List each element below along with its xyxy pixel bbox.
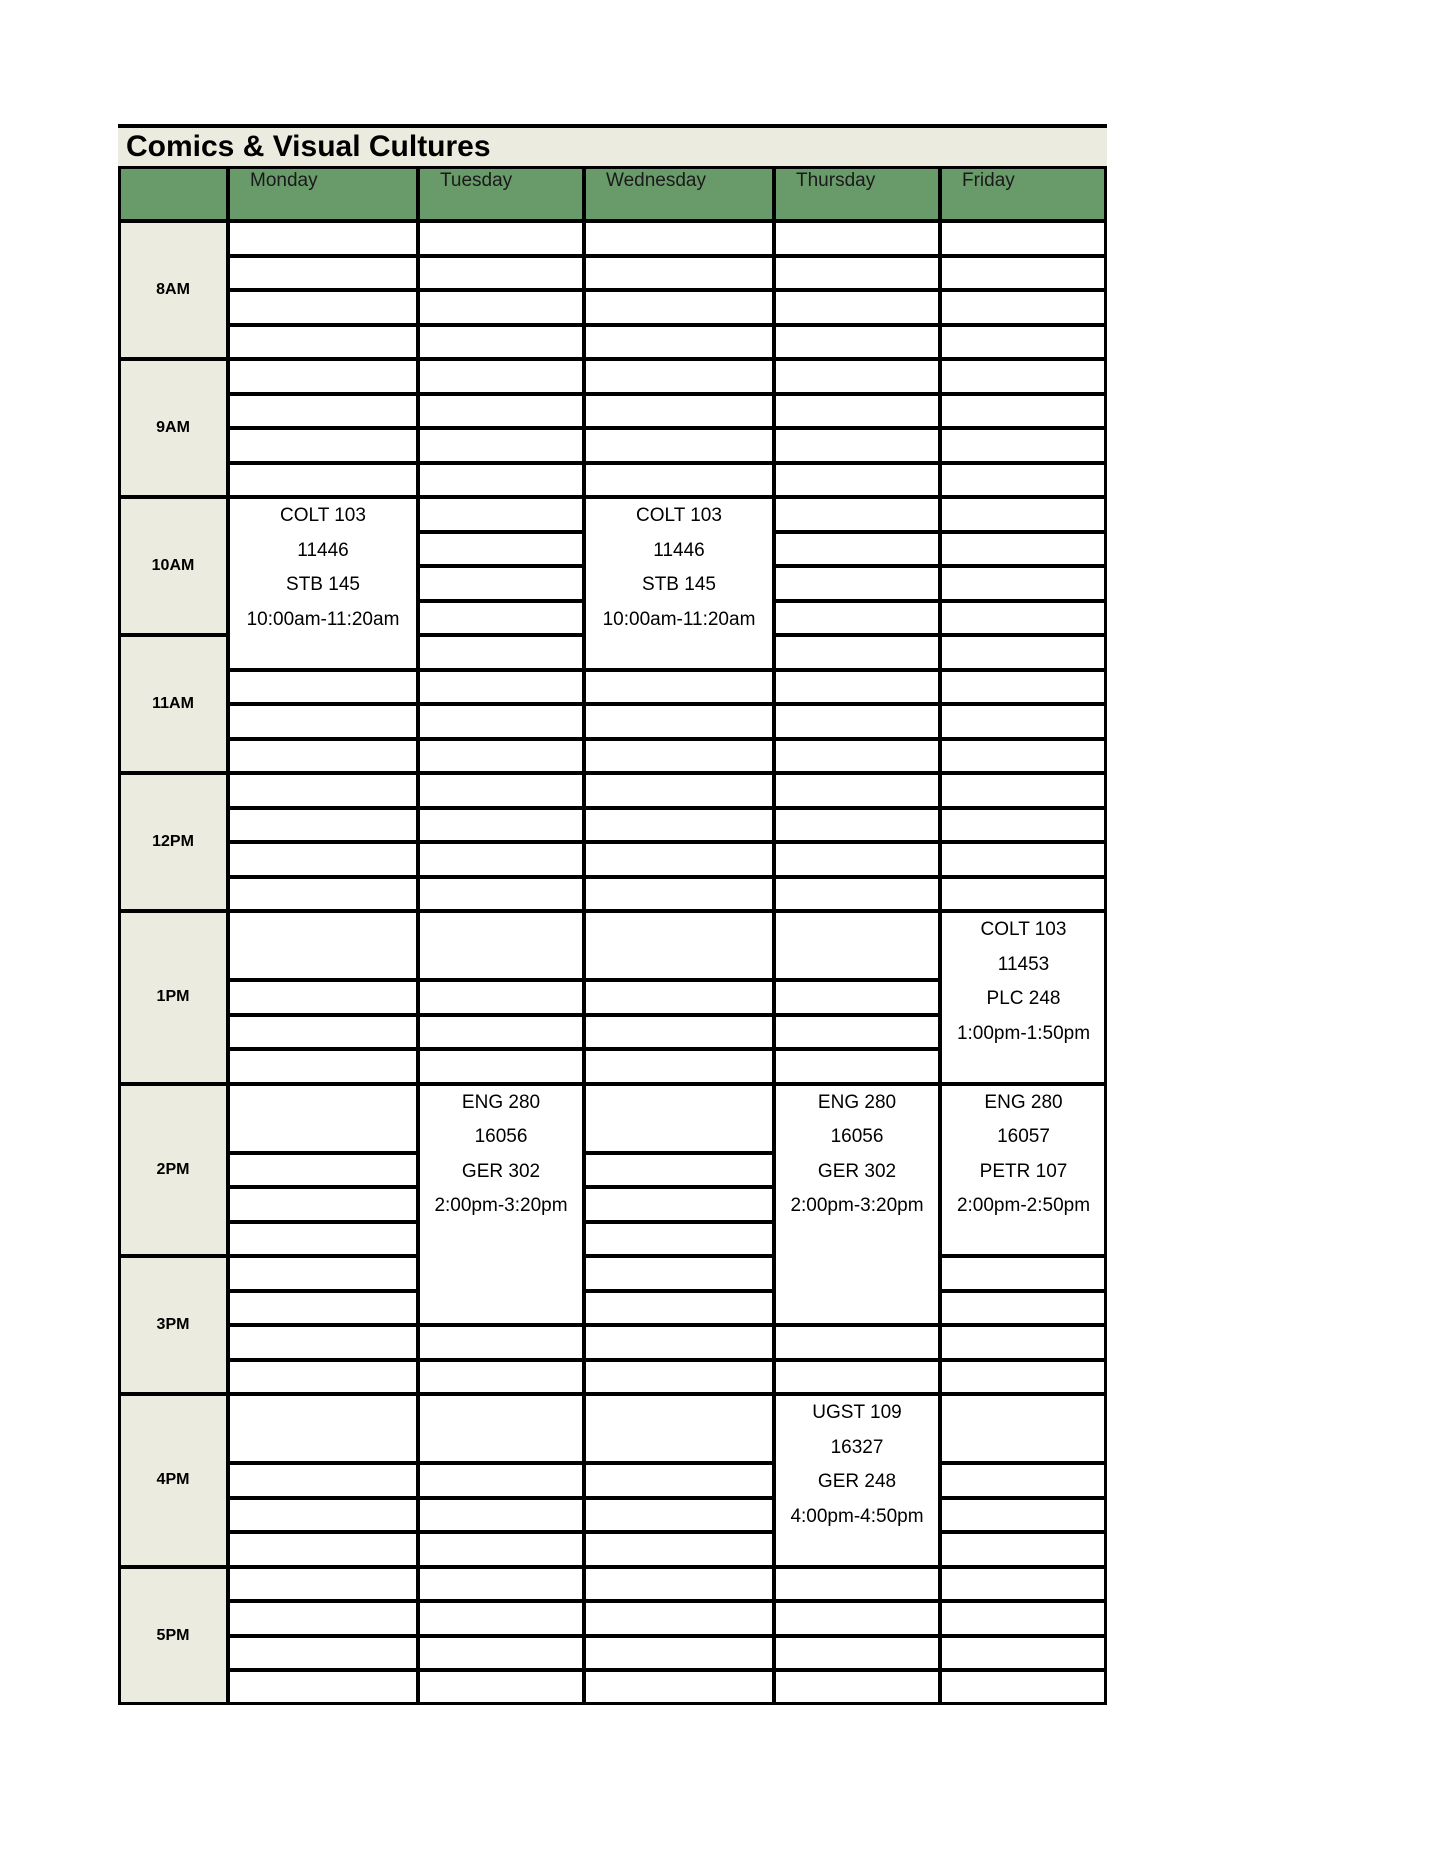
schedule-cell[interactable] — [584, 428, 774, 463]
course-line: 10:00am-11:20am — [602, 608, 756, 630]
schedule-cell[interactable] — [940, 808, 1107, 843]
course-line: 11446 — [297, 539, 349, 561]
course-line: 10:00am-11:20am — [246, 608, 400, 630]
course-line: 16057 — [997, 1126, 1050, 1147]
schedule-cell[interactable] — [584, 1463, 774, 1498]
schedule-cell[interactable] — [584, 221, 774, 256]
schedule-cell[interactable] — [774, 497, 940, 532]
schedule-cell[interactable] — [418, 1636, 584, 1671]
schedule-cell[interactable] — [418, 1325, 584, 1360]
schedule-cell[interactable] — [228, 739, 418, 774]
course-block[interactable] — [940, 911, 1107, 1084]
schedule-cell[interactable] — [418, 1015, 584, 1050]
course-block[interactable] — [940, 1084, 1107, 1257]
schedule-cell[interactable] — [940, 1567, 1107, 1602]
schedule-cell[interactable] — [940, 1394, 1107, 1463]
schedule-cell[interactable] — [584, 739, 774, 774]
schedule-cell[interactable] — [584, 1049, 774, 1084]
schedule-cell[interactable] — [774, 463, 940, 498]
time-label-1pm: 1PM — [118, 911, 228, 1084]
schedule-cell[interactable] — [418, 635, 584, 670]
course-line: COLT 103 — [980, 919, 1067, 940]
schedule-cell[interactable] — [228, 1153, 418, 1188]
schedule-cell[interactable] — [774, 773, 940, 808]
schedule-cell[interactable] — [418, 325, 584, 360]
schedule-cell[interactable] — [774, 256, 940, 291]
header-corner — [118, 166, 228, 221]
course-line: ENG 280 — [984, 1091, 1063, 1113]
schedule-cell[interactable] — [584, 256, 774, 291]
schedule-cell[interactable] — [940, 773, 1107, 808]
schedule-cell[interactable] — [940, 256, 1107, 291]
course-line: 16327 — [830, 1436, 884, 1458]
schedule-cell[interactable] — [774, 1049, 940, 1084]
schedule-cell[interactable] — [940, 1498, 1107, 1533]
schedule-cell[interactable] — [940, 1463, 1107, 1498]
schedule-cell[interactable] — [228, 1532, 418, 1567]
schedule-cell[interactable] — [228, 808, 418, 843]
course-line: 2:00pm-2:50pm — [956, 1195, 1091, 1216]
schedule-cell[interactable] — [584, 704, 774, 739]
schedule-cell[interactable] — [228, 911, 418, 980]
schedule-cell[interactable] — [418, 704, 584, 739]
course-line: 11446 — [653, 539, 705, 561]
day-header-wednesday — [584, 166, 774, 221]
schedule-cell[interactable] — [228, 1015, 418, 1050]
schedule-cell[interactable] — [228, 325, 418, 360]
schedule-cell[interactable] — [584, 1187, 774, 1222]
schedule-cell[interactable] — [228, 773, 418, 808]
day-header-thursday — [774, 166, 940, 221]
course-line: ENG 280 — [817, 1091, 897, 1113]
schedule-cell[interactable] — [418, 773, 584, 808]
schedule-cell[interactable] — [940, 1325, 1107, 1360]
schedule-cell[interactable] — [228, 359, 418, 394]
schedule-cell[interactable] — [584, 394, 774, 429]
schedule-cell[interactable] — [228, 1325, 418, 1360]
schedule-cell[interactable] — [584, 1153, 774, 1188]
schedule-cell[interactable] — [940, 394, 1107, 429]
schedule-cell[interactable] — [774, 1636, 940, 1671]
schedule-cell[interactable] — [418, 911, 584, 980]
schedule-cell[interactable] — [584, 1222, 774, 1257]
day-header-label: Thursday — [796, 170, 876, 191]
course-line: ENG 280 — [461, 1091, 541, 1113]
course-line: STB 145 — [642, 574, 716, 595]
schedule-cell[interactable] — [940, 1601, 1107, 1636]
schedule-cell[interactable] — [228, 842, 418, 877]
schedule-cell[interactable] — [584, 980, 774, 1015]
schedule-cell[interactable] — [940, 325, 1107, 360]
schedule-cell[interactable] — [774, 670, 940, 705]
schedule-cell[interactable] — [940, 359, 1107, 394]
schedule-cell[interactable] — [418, 1532, 584, 1567]
schedule-cell[interactable] — [584, 290, 774, 325]
time-label-2pm: 2PM — [118, 1084, 228, 1257]
schedule-cell[interactable] — [584, 1498, 774, 1533]
schedule-cell[interactable] — [940, 428, 1107, 463]
course-line: COLT 103 — [636, 505, 722, 526]
schedule-cell[interactable] — [940, 221, 1107, 256]
schedule-cell[interactable] — [228, 290, 418, 325]
course-block[interactable] — [418, 1084, 584, 1326]
schedule-cell[interactable] — [418, 1670, 584, 1705]
schedule-cell[interactable] — [584, 1532, 774, 1567]
course-block[interactable] — [774, 1394, 940, 1567]
schedule-cell[interactable] — [584, 808, 774, 843]
schedule-cell[interactable] — [228, 1291, 418, 1326]
time-label-12pm: 12PM — [118, 773, 228, 911]
course-line: UGST 109 — [812, 1402, 902, 1423]
schedule-cell[interactable] — [940, 566, 1107, 601]
schedule-cell[interactable] — [228, 1084, 418, 1153]
time-label-5pm: 5PM — [118, 1567, 228, 1705]
schedule-cell[interactable] — [228, 1498, 418, 1533]
schedule-cell[interactable] — [940, 463, 1107, 498]
schedule-cell[interactable] — [940, 532, 1107, 567]
schedule-cell[interactable] — [774, 808, 940, 843]
schedule-cell[interactable] — [418, 394, 584, 429]
schedule-cell[interactable] — [584, 911, 774, 980]
schedule-cell[interactable] — [228, 1360, 418, 1395]
schedule-cell[interactable] — [584, 1015, 774, 1050]
schedule-cell[interactable] — [228, 877, 418, 912]
schedule-cell[interactable] — [228, 463, 418, 498]
time-label-11am: 11AM — [118, 635, 228, 773]
schedule-cell[interactable] — [774, 566, 940, 601]
schedule-cell[interactable] — [584, 1394, 774, 1463]
schedule-cell[interactable] — [584, 877, 774, 912]
schedule-cell[interactable] — [774, 1670, 940, 1705]
time-label-9am: 9AM — [118, 359, 228, 497]
day-header-friday — [940, 166, 1107, 221]
schedule-cell[interactable] — [940, 290, 1107, 325]
schedule-cell[interactable] — [940, 842, 1107, 877]
schedule-cell[interactable] — [584, 1084, 774, 1153]
course-line: 2:00pm-3:20pm — [790, 1195, 924, 1216]
schedule-cell[interactable] — [228, 1567, 418, 1602]
schedule-cell[interactable] — [774, 739, 940, 774]
schedule-cell[interactable] — [940, 739, 1107, 774]
title-bar — [118, 124, 1107, 166]
schedule-cell[interactable] — [418, 532, 584, 567]
course-line: COLT 103 — [280, 505, 366, 526]
schedule-cell[interactable] — [940, 877, 1107, 912]
time-label-8am: 8AM — [118, 221, 228, 359]
schedule-cell[interactable] — [774, 428, 940, 463]
course-block[interactable] — [774, 1084, 940, 1326]
time-label-3pm: 3PM — [118, 1256, 228, 1394]
schedule-cell[interactable] — [774, 704, 940, 739]
schedule-cell[interactable] — [940, 670, 1107, 705]
schedule-cell[interactable] — [774, 842, 940, 877]
schedule-cell[interactable] — [418, 670, 584, 705]
course-line: 2:00pm-3:20pm — [434, 1195, 568, 1216]
schedule-cell[interactable] — [228, 704, 418, 739]
schedule-cell[interactable] — [774, 980, 940, 1015]
schedule-cell[interactable] — [418, 1601, 584, 1636]
schedule-cell[interactable] — [940, 497, 1107, 532]
schedule-cell[interactable] — [228, 221, 418, 256]
schedule-cell[interactable] — [774, 1015, 940, 1050]
schedule-cell[interactable] — [228, 1222, 418, 1257]
schedule-cell[interactable] — [228, 1636, 418, 1671]
course-line: GER 248 — [817, 1471, 897, 1492]
course-line: 16056 — [474, 1126, 528, 1147]
page-title: Comics & Visual Cultures — [126, 130, 491, 163]
schedule-cell[interactable] — [584, 1291, 774, 1326]
course-line: STB 145 — [286, 574, 360, 595]
course-line: PLC 248 — [986, 988, 1061, 1009]
course-line: 4:00pm-4:50pm — [790, 1505, 924, 1527]
schedule-cell[interactable] — [774, 359, 940, 394]
course-block[interactable] — [228, 497, 418, 670]
schedule-cell[interactable] — [418, 1360, 584, 1395]
schedule-cell[interactable] — [584, 1670, 774, 1705]
course-line: 11453 — [997, 953, 1050, 975]
schedule-cell[interactable] — [418, 601, 584, 636]
day-header-monday — [228, 166, 418, 221]
schedule-cell[interactable] — [774, 635, 940, 670]
schedule-cell[interactable] — [228, 256, 418, 291]
schedule-cell[interactable] — [774, 325, 940, 360]
schedule-cell[interactable] — [584, 1601, 774, 1636]
schedule-cell[interactable] — [228, 1394, 418, 1463]
schedule-cell[interactable] — [418, 739, 584, 774]
schedule-cell[interactable] — [774, 877, 940, 912]
schedule-cell[interactable] — [418, 808, 584, 843]
schedule-cell[interactable] — [418, 1394, 584, 1463]
schedule-cell[interactable] — [418, 980, 584, 1015]
schedule-cell[interactable] — [418, 1498, 584, 1533]
schedule-cell[interactable] — [584, 463, 774, 498]
schedule-cell[interactable] — [584, 1636, 774, 1671]
schedule-cell[interactable] — [228, 428, 418, 463]
schedule-cell[interactable] — [418, 1049, 584, 1084]
schedule-cell[interactable] — [774, 1601, 940, 1636]
schedule-cell[interactable] — [584, 1256, 774, 1291]
schedule-cell[interactable] — [940, 1256, 1107, 1291]
schedule-cell[interactable] — [774, 1360, 940, 1395]
schedule-cell[interactable] — [940, 1360, 1107, 1395]
schedule-cell[interactable] — [228, 980, 418, 1015]
schedule-cell[interactable] — [418, 877, 584, 912]
schedule-cell[interactable] — [584, 1360, 774, 1395]
day-header-label: Tuesday — [440, 170, 513, 191]
schedule-cell[interactable] — [584, 670, 774, 705]
schedule-cell[interactable] — [228, 1601, 418, 1636]
course-line: GER 302 — [817, 1160, 897, 1182]
schedule-cell[interactable] — [774, 1567, 940, 1602]
schedule-cell[interactable] — [418, 256, 584, 291]
day-header-tuesday — [418, 166, 584, 221]
schedule-cell[interactable] — [418, 497, 584, 532]
schedule-cell[interactable] — [228, 1670, 418, 1705]
schedule-cell[interactable] — [228, 394, 418, 429]
schedule-cell[interactable] — [418, 463, 584, 498]
course-line: 1:00pm-1:50pm — [956, 1022, 1091, 1044]
schedule-cell[interactable] — [774, 601, 940, 636]
schedule-cell[interactable] — [584, 325, 774, 360]
schedule-cell[interactable] — [418, 1463, 584, 1498]
schedule-cell[interactable] — [940, 601, 1107, 636]
schedule-cell[interactable] — [228, 1256, 418, 1291]
schedule-cell[interactable] — [584, 359, 774, 394]
schedule-cell[interactable] — [584, 773, 774, 808]
course-line: GER 302 — [461, 1160, 541, 1182]
schedule-cell[interactable] — [418, 428, 584, 463]
schedule-cell[interactable] — [774, 221, 940, 256]
schedule-cell[interactable] — [418, 842, 584, 877]
course-line: PETR 107 — [979, 1160, 1068, 1182]
day-header-label: Wednesday — [606, 170, 706, 191]
schedule-cell[interactable] — [774, 911, 940, 980]
schedule-cell[interactable] — [774, 1325, 940, 1360]
schedule-cell[interactable] — [584, 842, 774, 877]
schedule-cell[interactable] — [418, 1567, 584, 1602]
schedule-cell[interactable] — [940, 635, 1107, 670]
schedule-cell[interactable] — [940, 704, 1107, 739]
schedule-cell[interactable] — [940, 1291, 1107, 1326]
schedule-cell[interactable] — [940, 1636, 1107, 1671]
schedule-cell[interactable] — [418, 290, 584, 325]
schedule-cell[interactable] — [418, 221, 584, 256]
schedule-cell[interactable] — [228, 1049, 418, 1084]
schedule-cell[interactable] — [774, 290, 940, 325]
day-header-label: Monday — [250, 170, 318, 191]
schedule-cell[interactable] — [418, 566, 584, 601]
day-header-label: Friday — [962, 170, 1015, 191]
time-label-10am: 10AM — [118, 497, 228, 635]
course-line: 16056 — [830, 1126, 884, 1147]
schedule-cell[interactable] — [940, 1670, 1107, 1705]
time-label-4pm: 4PM — [118, 1394, 228, 1567]
schedule-cell[interactable] — [228, 1187, 418, 1222]
schedule-cell[interactable] — [774, 394, 940, 429]
course-block[interactable] — [584, 497, 774, 670]
schedule-cell[interactable] — [774, 532, 940, 567]
schedule-cell[interactable] — [228, 1463, 418, 1498]
schedule-cell[interactable] — [940, 1532, 1107, 1567]
schedule-cell[interactable] — [584, 1567, 774, 1602]
schedule-cell[interactable] — [584, 1325, 774, 1360]
schedule-cell[interactable] — [228, 670, 418, 705]
schedule-cell[interactable] — [418, 359, 584, 394]
